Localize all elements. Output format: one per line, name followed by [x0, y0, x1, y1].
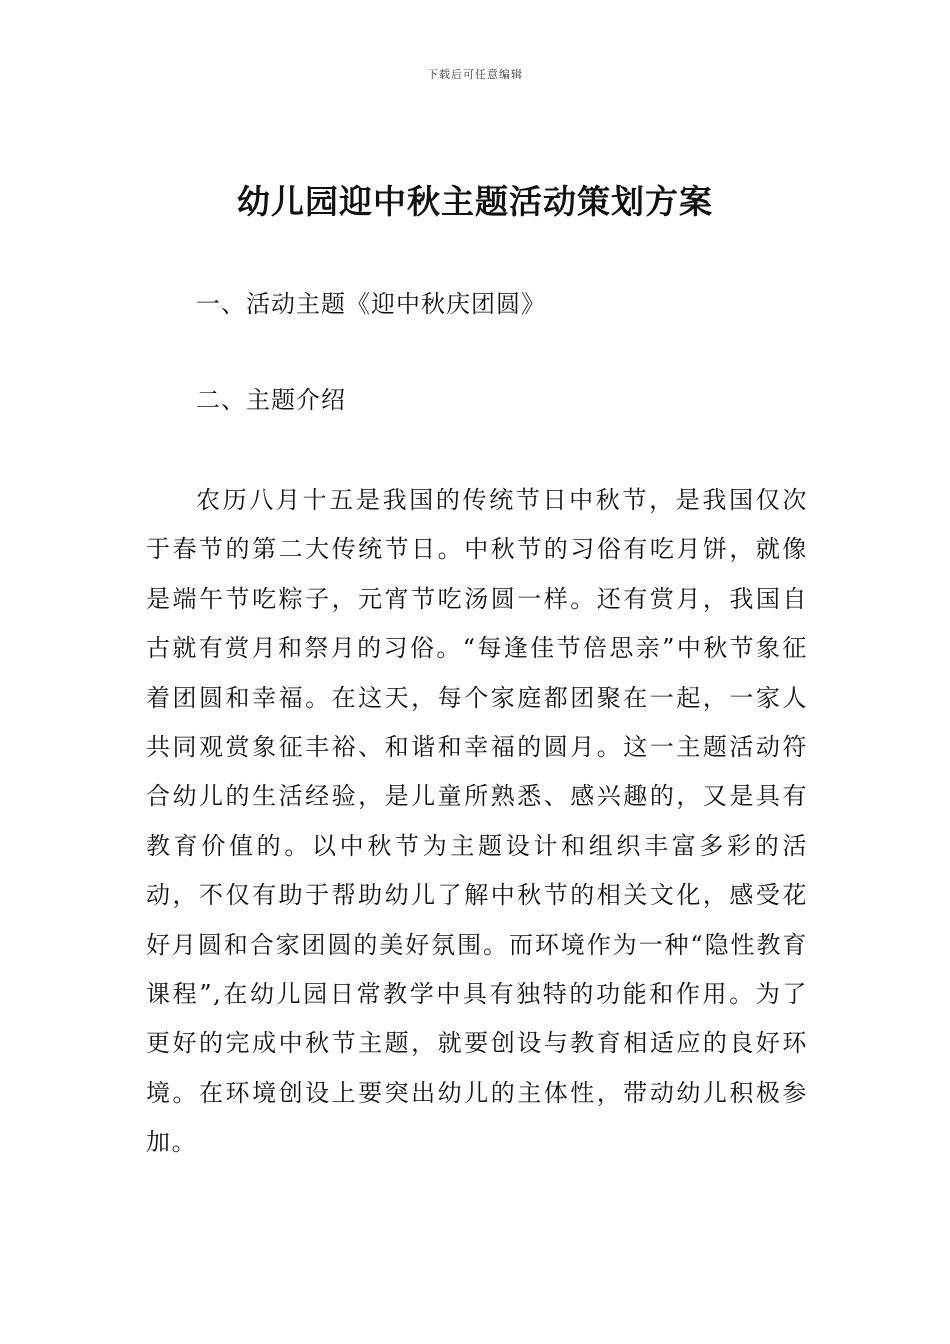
document-title: 幼儿园迎中秋主题活动策划方案 — [237, 182, 713, 221]
section-heading-intro: 二、主题介绍 — [196, 386, 346, 414]
intro-paragraph: 农历八月十五是我国的传统节日中秋节，是我国仅次于春节的第二大传统节日。中秋节的习俗有吃月饼，就像是端午节吃粽子，元宵节吃汤圆一样。还有赏月，我国自古就有赏月和祭月的习俗。“每逢佳节倍思亲”中秋节象征着团圆和幸福。在这天，每个家庭都团聚在一起，一家人共同观赏象征丰裕、和谐和幸福的圆月。这一主题活动符合幼儿的生活经验，是儿童所熟悉、感兴趣的，又是具有教育价值的。以中秋节为主题设计和组织丰富多彩的活动，不仅有助于帮助幼儿了解中秋节的相关文化，感受花好月圆和合家团圆的美好氛围。而环境作为一种“隐性教育课程”,在幼儿园日常教学中具有独特的功能和作用。为了更好的完成中秋节主题，就要创设与教育相适应的良好环境。在环境创设上要突出幼儿的主体性，带动幼儿积极参加。 — [146, 486, 808, 1157]
header-note: 下载后可任意编辑 — [427, 68, 523, 81]
section-heading-theme: 一、活动主题《迎中秋庆团圆》 — [196, 290, 546, 318]
